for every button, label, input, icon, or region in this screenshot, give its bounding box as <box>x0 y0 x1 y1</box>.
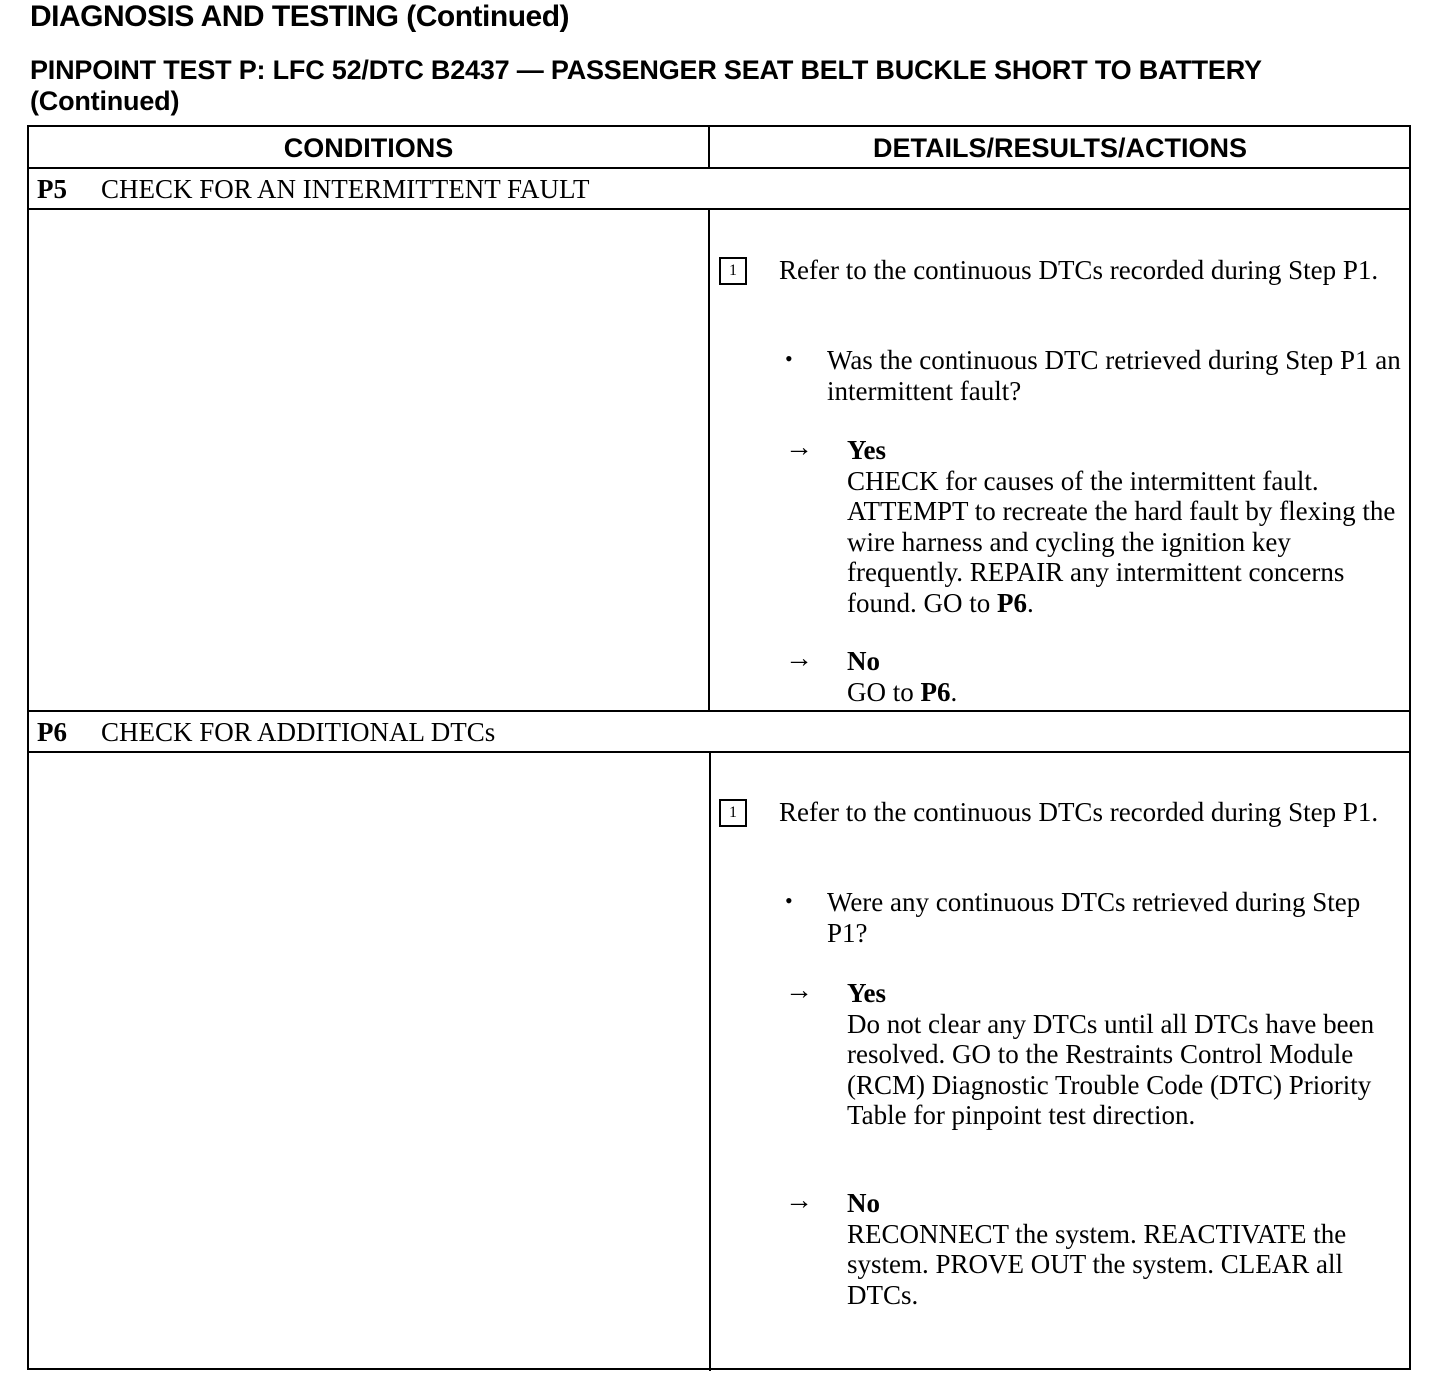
p5-no-result <box>847 646 1407 707</box>
p6-instruction: Refer to the continuous DTCs recorded during Step P1. <box>779 797 1379 827</box>
test-title: PINPOINT TEST P: LFC 52/DTC B2437 — PASSENGER SEAT BELT BUCKLE SHORT TO BATTERY (Continued) <box>30 55 1262 116</box>
conditions-header: CONDITIONS <box>283 133 454 163</box>
p6-yes-result <box>847 978 1407 1131</box>
yes-action: CHECK for causes of the intermittent fault. ATTEMPT to recreate the hard fault by flexing the wire harness and cycling the ignition key frequently. REPAIR any intermittent concerns found. GO to <box>847 465 1396 618</box>
p6-question: Were any continuous DTCs retrieved during Step P1? <box>827 887 1361 948</box>
no-action: GO to <box>847 676 914 707</box>
step-p6-rule <box>29 751 1409 753</box>
yes-label: Yes <box>847 435 886 465</box>
p5-details <box>719 255 1409 705</box>
details-header: DETAILS/RESULTS/ACTIONS <box>872 133 1247 163</box>
yes-label: Yes <box>847 978 886 1008</box>
step-p6-heading <box>37 711 495 751</box>
section-title: DIAGNOSIS AND TESTING (Continued) <box>30 0 570 33</box>
period: . <box>1027 587 1034 618</box>
step-title: CHECK FOR AN INTERMITTENT FAULT <box>101 174 590 204</box>
period: . <box>950 676 958 707</box>
arrow-right-icon: → <box>785 432 813 463</box>
bullet-icon: • <box>785 346 793 371</box>
step-title: CHECK FOR ADDITIONAL DTCs <box>101 717 496 747</box>
arrow-right-icon: → <box>785 1185 813 1216</box>
p6-no-result <box>847 1188 1407 1310</box>
goto-step: P6 <box>920 676 951 707</box>
p5-question: Was the continuous DTC retrieved during Step P1 an intermittent fault? <box>827 345 1401 406</box>
goto-step: P6 <box>997 587 1027 618</box>
p6-column-divider <box>709 751 711 1371</box>
bullet-icon: • <box>785 888 793 913</box>
yes-action: Do not clear any DTCs until all DTCs have been resolved. GO to the Restraints Control Module (RCM) Diagnostic Trouble Code (DTC) Priority Table for pinpoint test direction. <box>847 1008 1375 1130</box>
no-label: No <box>847 646 880 676</box>
arrow-right-icon: → <box>785 975 813 1006</box>
arrow-right-icon: → <box>785 643 813 674</box>
p5-column-divider <box>708 208 710 710</box>
no-action: RECONNECT the system. REACTIVATE the system. PROVE OUT the system. CLEAR all DTCs. <box>847 1218 1347 1310</box>
no-label: No <box>847 1188 880 1218</box>
p6-details <box>719 797 1409 1357</box>
pinpoint-table <box>27 125 1411 1370</box>
substep-number-box: 1 <box>719 799 747 827</box>
step-p5-rule <box>29 208 1409 210</box>
step-p5-heading <box>37 168 590 208</box>
step-id: P5 <box>37 174 67 204</box>
p5-instruction: Refer to the continuous DTCs recorded during Step P1. <box>779 255 1379 285</box>
substep-number-box: 1 <box>719 257 747 285</box>
step-id: P6 <box>37 717 67 747</box>
p5-yes-result <box>847 435 1407 618</box>
